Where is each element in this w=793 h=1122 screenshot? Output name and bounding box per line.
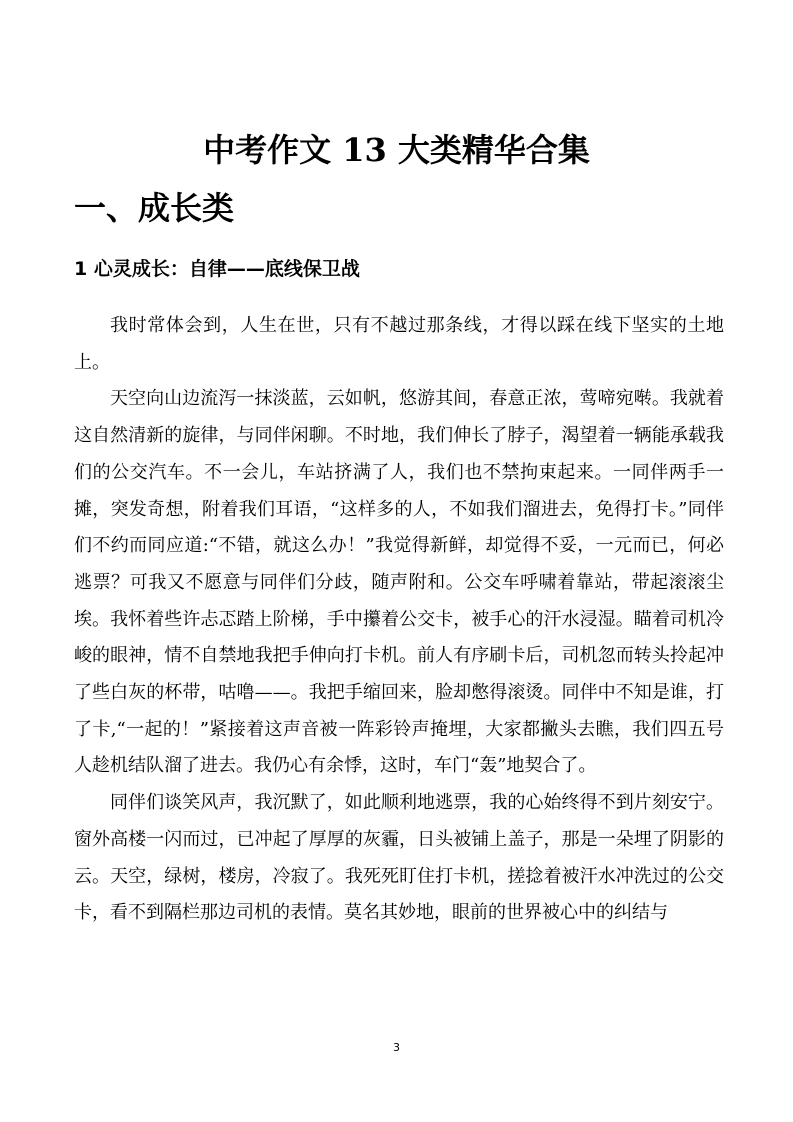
page-number: 3 xyxy=(393,1041,400,1054)
article-body xyxy=(74,308,724,932)
article-heading: 1 心灵成长：自律——底线保卫战 xyxy=(74,258,360,280)
paragraph: 天空向山边流泻一抹淡蓝，云如帆，悠游其间，春意正浓，莺啼宛啭。我就着这自然清新的旋律，与同伴闲聊。不时地，我们伸长了脖子，渴望着一辆能承载我们的公交汽车。不一会儿，车站挤满了人，我们也不禁拘束起来。一同伴两手一摊，突发奇想，附着我们耳语，“这样多的人，不如我们溜进去，免得打卡。”同伴们不约而同应道:“不错，就这么办！”我觉得新鲜，却觉得不妥，一元而已，何必逃票？可我又不愿意与同伴们分歧，随声附和。公交车呼啸着靠站，带起滚滚尘埃。我怀着些许忐忑踏上阶梯，手中攥着公交卡，被手心的汗水浸湿。瞄着司机冷峻的眼神，情不自禁地我把手伸向打卡机。前人有序刷卡后，司机忽而转头拎起冲了些白灰的杯带，咕噜——。我把手缩回来，脸却憋得滚烫。同伴中不知是谁，打了卡,“一起的！”紧接着这声音被一阵彩铃声掩埋，大家都撇头去瞧，我们四五号人趁机结队溜了进去。我仍心有余悸，这时，车门“轰”地契合了。 xyxy=(74,388,724,777)
document-title: 中考作文 13 大类精华合集 xyxy=(203,131,590,169)
paragraph: 我时常体会到，人生在世，只有不越过那条线，才得以踩在线下坚实的土地上。 xyxy=(74,315,724,373)
paragraph: 同伴们谈笑风声，我沉默了，如此顺利地逃票，我的心始终得不到片刻安宁。窗外高楼一闪而过，已冲起了厚厚的灰霾，日头被铺上盖子，那是一朵埋了阴影的云。天空，绿树，楼房，冷寂了。我死死盯住打卡机，搓捻着被汗水冲洗过的公交卡，看不到隔栏那边司机的表情。莫名其妙地，眼前的世界被心中的纠结与 xyxy=(74,792,724,924)
section-heading: 一、成长类 xyxy=(74,189,235,227)
